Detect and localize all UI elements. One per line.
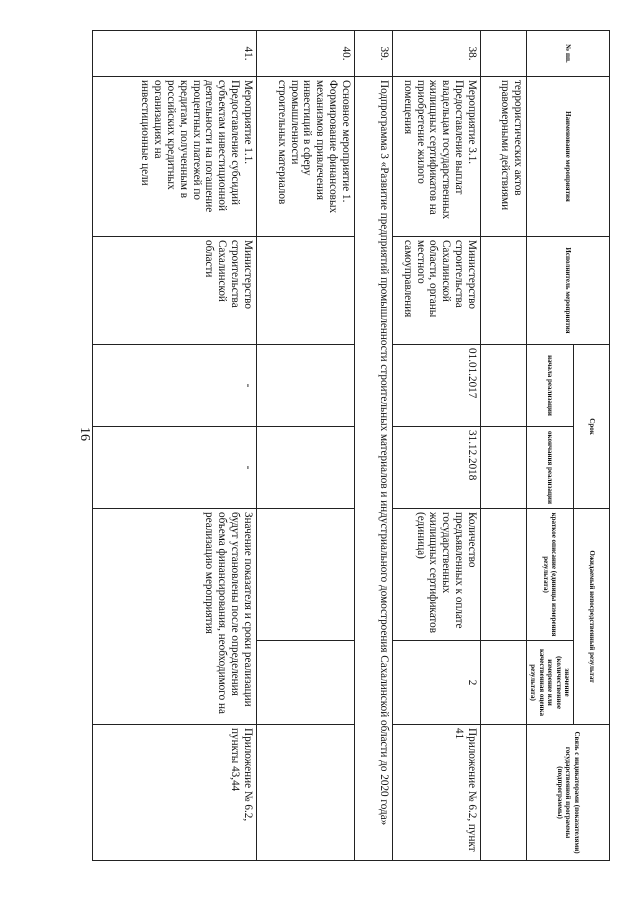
header-num: № пп. [527, 31, 610, 77]
row-executor: Министерство строительства Сахалинской области [93, 237, 257, 345]
row-executor [257, 237, 355, 345]
row-end [257, 427, 355, 509]
row-result-desc: Количество предъявленных к оплате государственных жилищных сертификатов (единица) [393, 509, 481, 641]
row-num: 41. [93, 31, 257, 77]
table-row [93, 31, 257, 861]
rotated-page [100, 30, 610, 860]
header-result-value: значение (количественное измерение или качественная оценка результата) [527, 641, 574, 725]
row-num: 38. [393, 31, 481, 77]
row-link [257, 725, 355, 861]
row-result-value: 2 [393, 641, 481, 725]
row-start: 01.01.2017 [393, 345, 481, 427]
row-name: Мероприятие 3.1. Предоставление выплат владельцам государственных жилищных сертификатов на приобретение жилого помещения [393, 77, 481, 237]
row-result-desc [481, 509, 527, 641]
row-executor [481, 237, 527, 345]
header-link: Связь с индикаторами (показателями) государственной программы (подпрограммы) [527, 725, 610, 861]
row-num [481, 31, 527, 77]
row-start [481, 345, 527, 427]
page-number: 16 [77, 427, 92, 441]
row-end: - [93, 427, 257, 509]
subprogram-title: Подпрограмма 3 «Развитие предприятий промышленности строительных материалов и индустриального домостроения Сахалинской области до 2020 года» [355, 77, 393, 861]
row-link: Приложение № 6.2, пункты 43,44 [93, 725, 257, 861]
row-end: 31.12.2018 [393, 427, 481, 509]
row-start [257, 345, 355, 427]
measures-table [92, 30, 610, 861]
row-executor: Министерство строительства Сахалинской области, органы местного самоуправления [393, 237, 481, 345]
header-term: Срок [574, 345, 610, 509]
header-result-desc: краткое описание (единицы измерения результата) [527, 509, 574, 641]
row-link [481, 725, 527, 861]
header-start: начала реализации [527, 345, 574, 427]
row-num: 40. [257, 31, 355, 77]
header-result: Ожидаемый непосредственный результат [574, 509, 610, 725]
row-result-desc [257, 509, 355, 641]
row-name: Мероприятие 1.1. Предоставление субсидий субъектам инвестиционной деятельности на погашение процентных платежей по кредитам, полученным в российских кредитных организациях на инвестиционные цели [93, 77, 257, 237]
row-name: террористических актов правомерными действиями [481, 77, 527, 237]
table-row [355, 31, 393, 861]
header-executor: Исполнитель мероприятия [527, 237, 610, 345]
table-row [481, 31, 527, 861]
row-num: 39. [355, 31, 393, 77]
row-name: Основное мероприятие 1. Формирование финансовых механизмов привлечения инвестиций в сферу промышленности строительных материалов [257, 77, 355, 237]
row-result-merged: Значение показателя и сроки реализации будут установлены после определения объема финансирования, необходимого на реализацию мероприятия [93, 509, 257, 725]
table-row [257, 31, 355, 861]
header-name: Наименование мероприятия [527, 77, 610, 237]
row-end [481, 427, 527, 509]
row-link: Приложение № 6.2, пункт 41 [393, 725, 481, 861]
row-start: - [93, 345, 257, 427]
header-end: окончания реализации [527, 427, 574, 509]
table-row [393, 31, 481, 861]
row-result-value [257, 641, 355, 725]
row-result-value [481, 641, 527, 725]
